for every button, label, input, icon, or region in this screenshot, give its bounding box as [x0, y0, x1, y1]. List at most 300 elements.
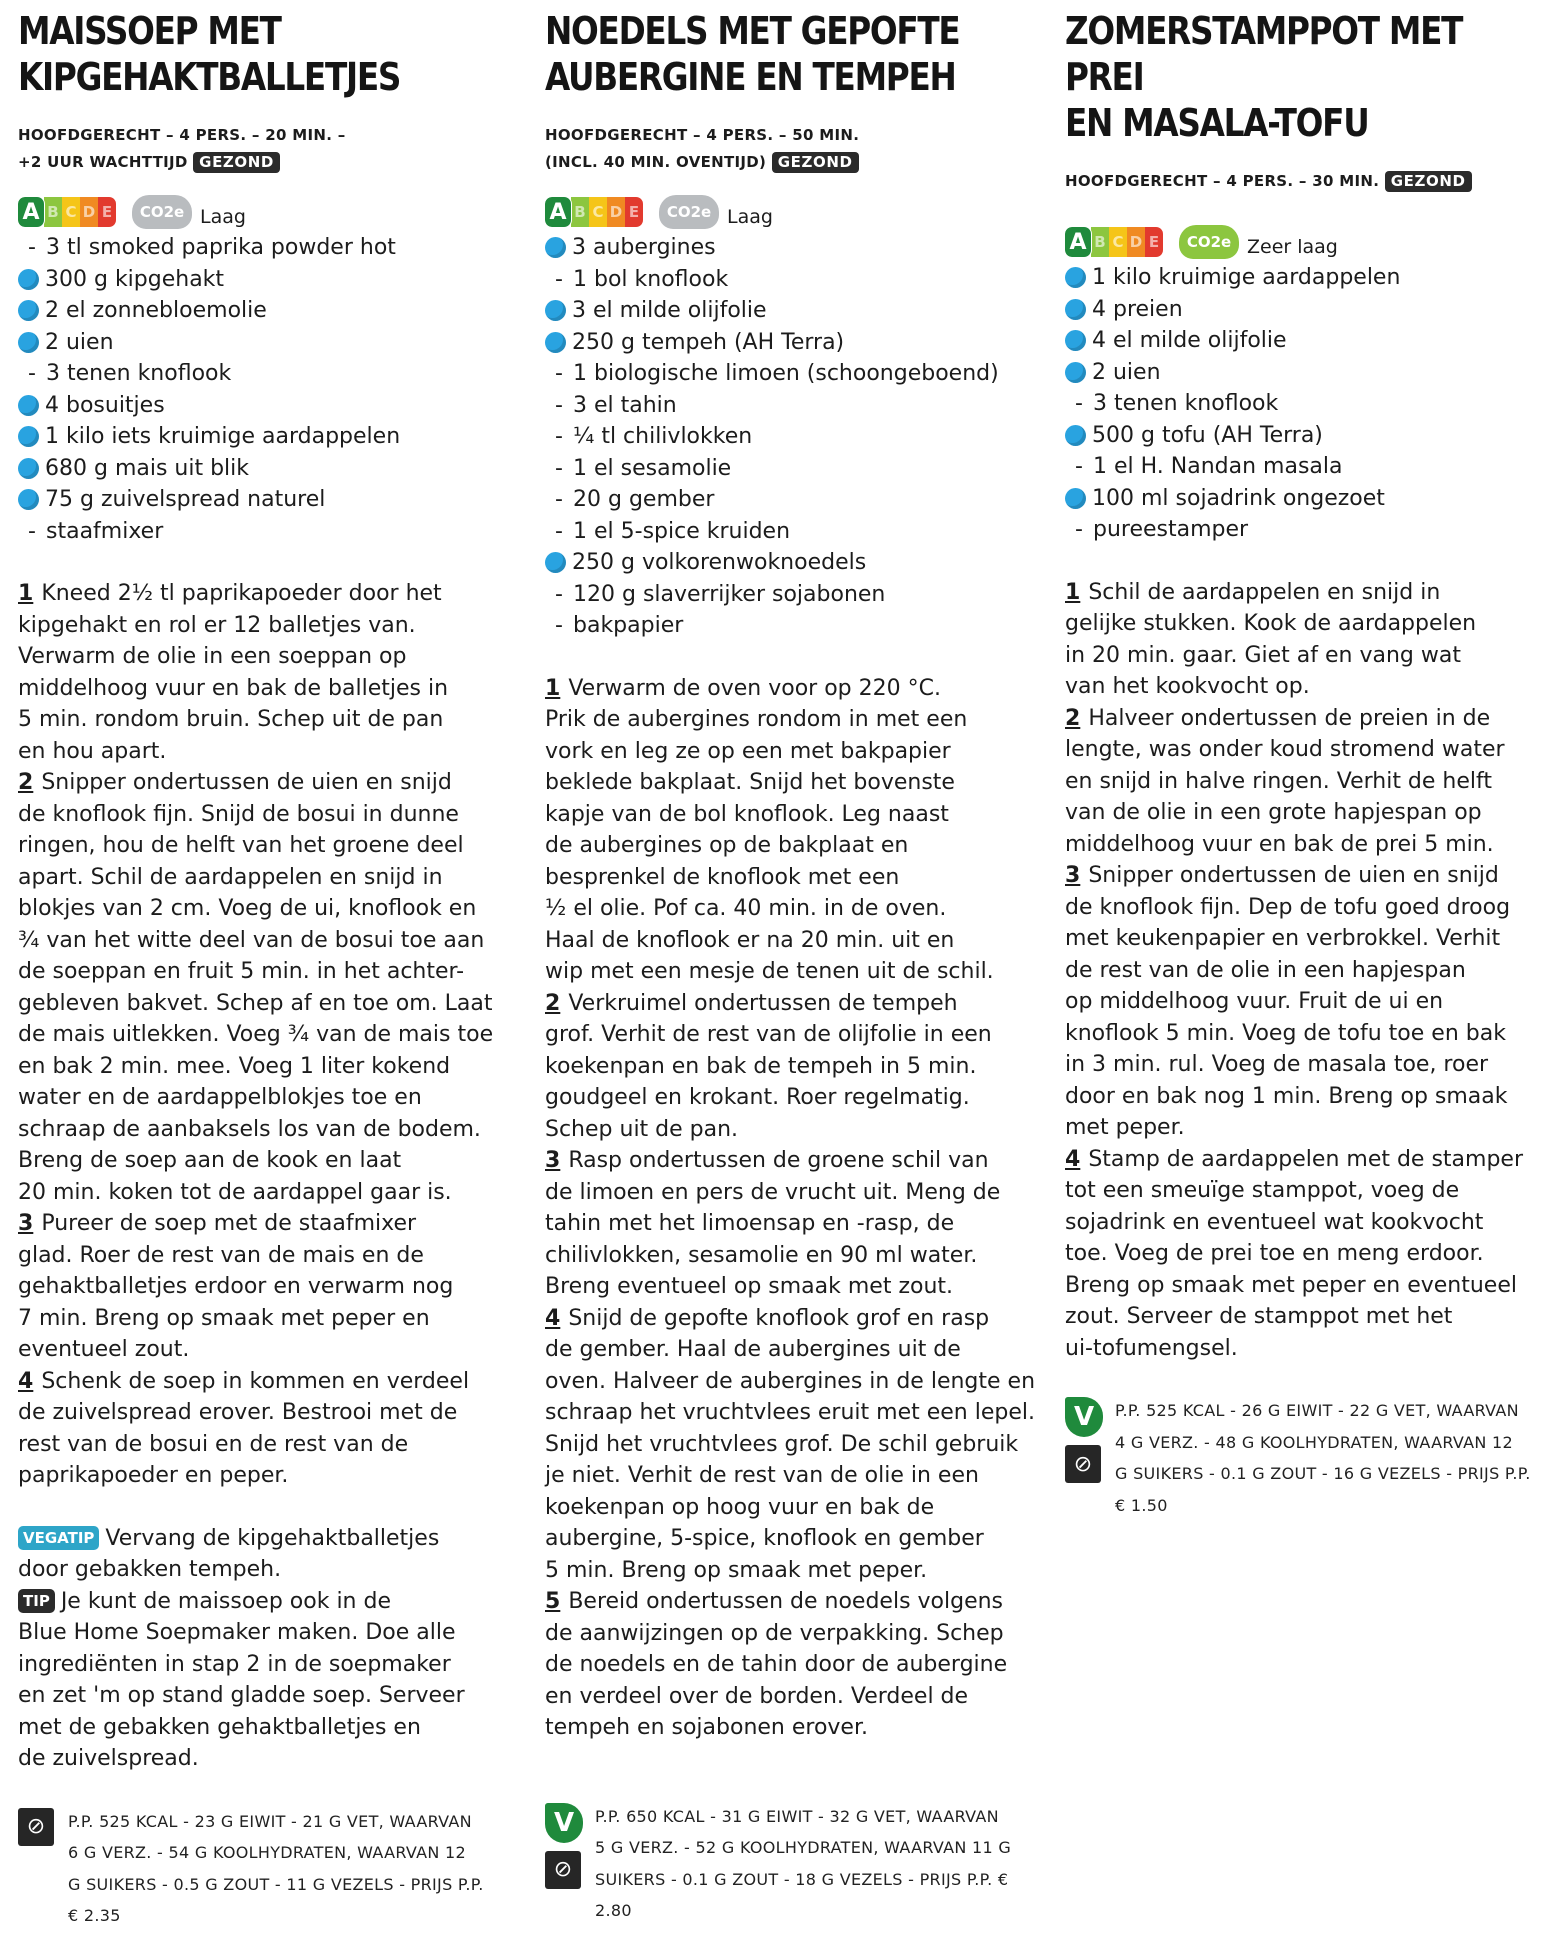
- ingredient-item: [545, 516, 1045, 548]
- step-text: de zuivelspread erover. Bestrooi met de: [18, 1400, 458, 1425]
- step-text: middelhoog vuur en bak de prei 5 min.: [1065, 831, 1494, 857]
- step-line: [18, 1460, 523, 1492]
- tip-text: door gebakken tempeh.: [18, 1557, 282, 1582]
- step-text: Breng eventueel op smaak met zout.: [545, 1274, 954, 1299]
- step-text: 20 min. koken tot de aardappel gaar is.: [18, 1179, 452, 1205]
- step-text: 5 min. Breng op smaak met peper.: [545, 1557, 928, 1583]
- ingredient-text: 1 biologische limoen (schoongeboend): [573, 361, 999, 386]
- ingredient-item: [1065, 451, 1550, 483]
- nutrition-line: € 1.50: [1115, 1495, 1168, 1515]
- step-text: gehaktballetjes erdoor en verwarm nog: [18, 1274, 454, 1299]
- step-line: [545, 1366, 1045, 1398]
- step-line: [18, 610, 523, 642]
- step-line: [545, 1492, 1045, 1524]
- step-number: 1: [1065, 579, 1081, 605]
- step-number: 2: [545, 990, 561, 1016]
- step-number: 3: [18, 1211, 34, 1236]
- step-text: in 20 min. gaar. Giet af en vang wat: [1065, 642, 1461, 668]
- diet-icons: [545, 1801, 595, 1927]
- step-line: [545, 767, 1045, 799]
- co2-rating-label: Laag: [200, 206, 246, 228]
- ingredient-dash: -: [28, 361, 36, 386]
- co2-cloud-icon: CO2e: [132, 195, 192, 229]
- ingredient-item: [545, 484, 1045, 516]
- recipe-column-zomerstamppot: [1065, 8, 1550, 1521]
- ingredient-text: 250 g tempeh (AH Terra): [572, 329, 845, 355]
- ingredient-text: 3 tl smoked paprika powder hot: [46, 235, 396, 260]
- recipe-meta-line: [18, 149, 523, 176]
- ingredient-text: 1 el 5-spice kruiden: [573, 518, 791, 544]
- ah-product-dot-icon: [18, 300, 39, 321]
- step-text: Schep uit de pan.: [545, 1116, 739, 1142]
- nutrition-info: [1115, 1395, 1531, 1521]
- ingredient-text: 4 preien: [1092, 296, 1183, 322]
- step-line: [18, 704, 523, 736]
- ingredient-item: [18, 421, 523, 453]
- nutri-score-letter: B: [571, 197, 589, 227]
- tip-label-badge: TIP: [18, 1589, 55, 1613]
- ingredient-text: bakpapier: [573, 613, 684, 638]
- ah-product-dot-icon: [18, 489, 39, 510]
- step-text: van de olie in een grote hapjespan op: [1065, 800, 1482, 825]
- step-text: Snijd het vruchtvlees grof. De schil gebruik: [545, 1431, 1019, 1457]
- gluten-free-icon: ⊘: [545, 1851, 581, 1889]
- nutrition-block: [18, 1806, 523, 1932]
- ah-product-dot-icon: [18, 332, 39, 353]
- step-line: [1065, 860, 1550, 892]
- step-text: Halveer ondertussen de preien in de: [1088, 705, 1491, 731]
- step-text: toe. Voeg de prei toe en meng erdoor.: [1065, 1241, 1484, 1266]
- tip-line: [18, 1586, 523, 1618]
- step-text: tahin met het limoensap en -rasp, de: [545, 1211, 955, 1236]
- step-line: [545, 1681, 1045, 1713]
- step-line: [18, 862, 523, 894]
- step-line: [18, 1177, 523, 1209]
- step-line: [545, 925, 1045, 957]
- ingredient-text: 250 g volkorenwoknoedels: [572, 550, 867, 575]
- ingredient-item: [545, 421, 1045, 453]
- step-text: lengte, was onder koud stromend water: [1065, 737, 1505, 762]
- recipe-meta-text: (INCL. 40 MIN. OVENTIJD): [545, 153, 767, 171]
- step-line: [545, 1586, 1045, 1618]
- recipe-meta-line: [18, 122, 523, 149]
- ingredient-item: [1065, 483, 1550, 515]
- nutrition-info: [68, 1806, 484, 1932]
- ingredient-item: [1065, 514, 1550, 546]
- ingredient-list: [545, 232, 1045, 642]
- step-line: [18, 1334, 523, 1366]
- step-line: [545, 1649, 1045, 1681]
- step-text: eventueel zout.: [18, 1337, 190, 1362]
- step-text: de aubergines op de bakplaat en: [545, 833, 909, 858]
- ingredient-dash: -: [555, 361, 563, 386]
- step-number: 1: [18, 581, 34, 606]
- recipe-meta-text: HOOFDGERECHT – 4 PERS. – 20 MIN. –: [18, 126, 346, 144]
- step-text: Verwarm de olie in een soeppan op: [18, 644, 407, 669]
- diet-icons: [18, 1806, 68, 1932]
- step-line: [1065, 1238, 1550, 1270]
- tips-block: [18, 1523, 523, 1775]
- step-line: [1065, 766, 1550, 798]
- step-text: kapje van de bol knoflook. Leg naast: [545, 801, 949, 827]
- ingredient-item: [545, 579, 1045, 611]
- ingredient-text: 20 g gember: [573, 487, 715, 512]
- ingredient-text: 3 tenen knoflook: [1093, 391, 1279, 416]
- step-line: [1065, 640, 1550, 672]
- step-line: [18, 673, 523, 705]
- recipe-meta-line: [1065, 168, 1550, 195]
- nutri-score-icon: [1065, 227, 1163, 257]
- nutri-score-icon: [18, 197, 116, 227]
- ingredient-text: staafmixer: [46, 518, 164, 544]
- step-line: [18, 925, 523, 957]
- rating-row: [18, 192, 523, 232]
- ingredient-dash: -: [555, 424, 563, 449]
- step-text: de gember. Haal de aubergines uit de: [545, 1337, 961, 1362]
- health-badge: GEZOND: [772, 152, 859, 173]
- step-text: je niet. Verhit de rest van de olie in een: [545, 1463, 979, 1488]
- step-text: Haal de knoflook er na 20 min. uit en: [545, 927, 955, 953]
- step-line: [1065, 1301, 1550, 1333]
- recipe-title-line: ZOMERSTAMPPOT MET PREI: [1065, 9, 1463, 99]
- step-line: [1065, 797, 1550, 829]
- nutrition-line: 6 G VERZ. - 54 G KOOLHYDRATEN, WAARVAN 12: [68, 1843, 466, 1862]
- ah-product-dot-icon: [545, 237, 566, 258]
- ingredient-dash: -: [555, 581, 563, 607]
- step-line: [1065, 829, 1550, 861]
- step-line: [1065, 923, 1550, 955]
- step-text: koekenpan en bak de tempeh in 5 min.: [545, 1053, 977, 1079]
- co2-cloud-icon: CO2e: [1179, 225, 1239, 259]
- tip-line: [18, 1649, 523, 1681]
- ingredient-item: [18, 390, 523, 422]
- step-text: Kneed 2½ tl paprikapoeder door het: [41, 581, 442, 606]
- step-line: [545, 736, 1045, 768]
- ingredient-dash: -: [555, 613, 563, 638]
- step-line: [545, 1082, 1045, 1114]
- step-line: [545, 1145, 1045, 1177]
- ingredient-text: 680 g mais uit blik: [45, 455, 250, 481]
- ingredient-text: 3 el milde olijfolie: [572, 298, 767, 323]
- step-text: Schil de aardappelen en snijd in: [1088, 579, 1441, 605]
- step-line: [545, 1271, 1045, 1303]
- ingredient-text: 300 g kipgehakt: [45, 266, 225, 292]
- tip-line: [18, 1523, 523, 1555]
- step-line: [18, 1114, 523, 1146]
- ah-product-dot-icon: [545, 552, 566, 573]
- tip-text: Je kunt de maissoep ook in de: [60, 1588, 391, 1614]
- ingredient-item: [18, 232, 523, 264]
- ingredient-item: [1065, 294, 1550, 326]
- step-text: met keukenpapier en verbrokkel. Verhit: [1065, 926, 1501, 951]
- ingredient-item: [18, 516, 523, 548]
- ah-product-dot-icon: [545, 332, 566, 353]
- rating-row: [545, 192, 1045, 232]
- ingredient-text: 2 uien: [1092, 359, 1161, 385]
- nutri-score-letter: C: [1109, 227, 1127, 257]
- nutrition-line: € 2.35: [68, 1906, 121, 1925]
- ingredient-dash: -: [28, 235, 36, 260]
- step-line: [1065, 1018, 1550, 1050]
- step-line: [545, 1303, 1045, 1335]
- step-line: [18, 1366, 523, 1398]
- step-text: ½ el olie. Pof ca. 40 min. in de oven.: [545, 896, 947, 921]
- ah-product-dot-icon: [18, 395, 39, 416]
- ingredient-dash: -: [555, 266, 563, 292]
- nutri-score-letter: C: [589, 197, 607, 227]
- step-line: [18, 1397, 523, 1429]
- step-text: sojadrink en eventueel wat kookvocht: [1065, 1209, 1484, 1235]
- step-line: [18, 767, 523, 799]
- step-line: [18, 1208, 523, 1240]
- step-text: de knoflook fijn. Dep de tofu goed droog: [1065, 894, 1511, 920]
- ingredient-text: pureestamper: [1093, 517, 1249, 542]
- recipe-column-noedels: [545, 8, 1045, 1927]
- step-line: [545, 1429, 1045, 1461]
- nutri-score-icon: [545, 197, 643, 227]
- step-text: schraap de aanbaksels los van de bodem.: [18, 1116, 481, 1142]
- ingredient-text: 1 el H. Nandan masala: [1093, 454, 1343, 479]
- vegan-icon: V: [545, 1803, 583, 1843]
- step-text: paprikapoeder en peper.: [18, 1463, 289, 1488]
- recipe-title-line: EN MASALA-TOFU: [1065, 101, 1369, 145]
- rating-row: [1065, 222, 1550, 262]
- step-line: [18, 1303, 523, 1335]
- step-text: Pureer de soep met de staafmixer: [41, 1211, 417, 1236]
- tip-text: Blue Home Soepmaker maken. Doe alle: [18, 1620, 456, 1645]
- ingredient-item: [18, 264, 523, 296]
- step-text: de noedels en de tahin door de aubergine: [545, 1652, 1008, 1677]
- nutri-score-letter: B: [44, 197, 62, 227]
- step-text: op middelhoog vuur. Fruit de ui en: [1065, 989, 1444, 1014]
- step-text: koekenpan op hoog vuur en bak de: [545, 1494, 935, 1520]
- step-line: [545, 799, 1045, 831]
- step-text: beklede bakplaat. Snijd het bovenste: [545, 770, 955, 795]
- step-line: [545, 1240, 1045, 1272]
- ingredient-item: [545, 390, 1045, 422]
- step-line: [18, 799, 523, 831]
- step-line: [18, 956, 523, 988]
- ingredient-item: [545, 358, 1045, 390]
- step-line: [1065, 1207, 1550, 1239]
- step-text: 7 min. Breng op smaak met peper en: [18, 1305, 430, 1331]
- ah-product-dot-icon: [1065, 330, 1086, 351]
- step-line: [545, 1051, 1045, 1083]
- step-text: ringen, hou de helft van het groene deel: [18, 833, 464, 858]
- health-badge: GEZOND: [1385, 171, 1472, 192]
- step-line: [545, 1114, 1045, 1146]
- ingredient-dash: -: [555, 487, 563, 512]
- step-line: [545, 1177, 1045, 1209]
- step-text: kipgehakt en rol er 12 balletjes van.: [18, 612, 416, 638]
- recipe-meta-text: HOOFDGERECHT – 4 PERS. – 30 MIN.: [1065, 172, 1380, 190]
- ingredient-item: [18, 327, 523, 359]
- ingredient-item: [1065, 262, 1550, 294]
- recipe-meta: [18, 122, 523, 176]
- method-steps: [1065, 577, 1550, 1365]
- ingredient-text: 75 g zuivelspread naturel: [45, 487, 326, 512]
- co2-cloud-icon: CO2e: [659, 195, 719, 229]
- ingredient-item: [545, 232, 1045, 264]
- ingredient-item: [1065, 357, 1550, 389]
- ingredient-dash: -: [1075, 517, 1083, 542]
- nutrition-block: [1065, 1395, 1550, 1521]
- ingredient-text: 1 kilo kruimige aardappelen: [1092, 265, 1401, 290]
- recipe-column-maissoep: [18, 8, 523, 1932]
- step-line: [1065, 892, 1550, 924]
- step-line: [1065, 703, 1550, 735]
- nutrition-line: SUIKERS - 0.1 G ZOUT - 18 G VEZELS - PRIJS P.P. €: [595, 1869, 1009, 1889]
- step-line: [545, 956, 1045, 988]
- nutrition-line: P.P. 650 KCAL - 31 G EIWIT - 32 G VET, WAARVAN: [595, 1806, 999, 1826]
- step-text: Breng op smaak met peper en eventueel: [1065, 1272, 1517, 1298]
- step-text: Snijd de gepofte knoflook grof en rasp: [568, 1305, 990, 1331]
- step-text: ¾ van het witte deel van de bosui toe aan: [18, 927, 485, 953]
- step-line: [1065, 955, 1550, 987]
- step-text: de mais uitlekken. Voeg ¾ van de mais toe: [18, 1022, 494, 1047]
- method-steps: [545, 673, 1045, 1744]
- ingredient-list: [18, 232, 523, 547]
- ingredient-item: [545, 295, 1045, 327]
- step-line: [18, 1145, 523, 1177]
- recipe-title: [545, 8, 1044, 100]
- health-badge: GEZOND: [193, 152, 280, 173]
- step-text: 5 min. rondom bruin. Schep uit de pan: [18, 707, 444, 732]
- step-line: [1065, 1144, 1550, 1176]
- step-text: de knoflook fijn. Snijd de bosui in dunne: [18, 801, 459, 827]
- step-text: Snipper ondertussen de uien en snijd: [41, 770, 452, 795]
- step-text: vork en leg ze op een met bakpapier: [545, 738, 951, 764]
- ah-product-dot-icon: [1065, 425, 1086, 446]
- step-line: [1065, 734, 1550, 766]
- ingredient-item: [1065, 420, 1550, 452]
- ah-product-dot-icon: [1065, 488, 1086, 509]
- step-line: [545, 1460, 1045, 1492]
- step-text: zout. Serveer de stamppot met het: [1065, 1304, 1453, 1329]
- step-line: [545, 1397, 1045, 1429]
- step-text: apart. Schil de aardappelen en snijd in: [18, 864, 443, 890]
- step-line: [545, 1019, 1045, 1051]
- step-line: [545, 1712, 1045, 1744]
- nutrition-line: 2.80: [595, 1901, 632, 1920]
- step-number: 4: [545, 1305, 561, 1331]
- nutri-score-letter: A: [545, 197, 571, 227]
- step-line: [18, 1271, 523, 1303]
- step-line: [18, 1240, 523, 1272]
- tip-text: ingrediënten in stap 2 in de soepmaker: [18, 1651, 451, 1677]
- recipe-meta: [1065, 168, 1550, 195]
- nutrition-block: [545, 1801, 1045, 1927]
- recipe-title: [18, 8, 522, 100]
- ingredient-text: 120 g slaverrijker sojabonen: [573, 581, 886, 607]
- ingredient-dash: -: [555, 518, 563, 544]
- recipe-meta-text: +2 UUR WACHTTIJD: [18, 153, 188, 171]
- tip-text: met de gebakken gehaktballetjes en: [18, 1714, 421, 1740]
- nutrition-line: P.P. 525 KCAL - 23 G EIWIT - 21 G VET, WAARVAN: [68, 1811, 472, 1831]
- ingredient-text: 3 tenen knoflook: [46, 361, 232, 386]
- step-text: en hou apart.: [18, 738, 167, 764]
- step-line: [1065, 1333, 1550, 1365]
- ah-product-dot-icon: [1065, 362, 1086, 383]
- step-line: [545, 988, 1045, 1020]
- ingredient-dash: -: [555, 455, 563, 481]
- step-text: Snipper ondertussen de uien en snijd: [1088, 863, 1499, 888]
- ingredient-text: 4 el milde olijfolie: [1092, 328, 1287, 353]
- tip-line: [18, 1554, 523, 1586]
- ingredient-text: 1 kilo iets kruimige aardappelen: [45, 424, 401, 449]
- step-text: rest van de bosui en de rest van de: [18, 1431, 409, 1457]
- step-text: oven. Halveer de aubergines in de lengte en: [545, 1368, 1036, 1394]
- step-text: grof. Verhit de rest van de olijfolie in een: [545, 1022, 992, 1047]
- nutrition-line: 4 G VERZ. - 48 G KOOLHYDRATEN, WAARVAN 12: [1115, 1432, 1513, 1452]
- tip-line: [18, 1680, 523, 1712]
- ingredient-text: 100 ml sojadrink ongezoet: [1092, 485, 1385, 511]
- tip-line: [18, 1617, 523, 1649]
- step-line: [18, 1019, 523, 1051]
- step-text: de soeppan en fruit 5 min. in het achter-: [18, 959, 465, 984]
- step-text: Verkruimel ondertussen de tempeh: [568, 990, 958, 1016]
- nutri-score-letter: A: [18, 197, 44, 227]
- nutri-score-letter: C: [62, 197, 80, 227]
- step-text: de limoen en pers de vrucht uit. Meng de: [545, 1179, 1001, 1205]
- step-line: [1065, 1081, 1550, 1113]
- step-text: tot een smeuïge stamppot, voeg de: [1065, 1178, 1460, 1203]
- step-line: [545, 1208, 1045, 1240]
- step-number: 2: [1065, 705, 1081, 731]
- step-text: gebleven bakvet. Schep af en toe om. Laat: [18, 990, 493, 1016]
- gluten-free-icon: ⊘: [1065, 1445, 1101, 1483]
- step-text: door en bak nog 1 min. Breng op smaak: [1065, 1083, 1508, 1109]
- ingredient-dash: -: [28, 518, 36, 544]
- recipe-meta-text: HOOFDGERECHT – 4 PERS. – 50 MIN.: [545, 126, 860, 144]
- tip-line: [18, 1743, 523, 1775]
- step-line: [545, 1618, 1045, 1650]
- recipe-title-line: NOEDELS MET GEPOFTE: [545, 9, 960, 53]
- step-text: ui-tofumengsel.: [1065, 1335, 1238, 1361]
- vegan-icon: V: [1065, 1397, 1103, 1437]
- step-line: [545, 893, 1045, 925]
- step-text: schraap het vruchtvlees eruit met een lepel.: [545, 1400, 1035, 1425]
- step-line: [18, 988, 523, 1020]
- step-line: [1065, 1049, 1550, 1081]
- diet-icons: [1065, 1395, 1115, 1521]
- nutrition-line: G SUIKERS - 0.1 G ZOUT - 16 G VEZELS - PRIJS P.P.: [1115, 1464, 1531, 1483]
- nutri-score-letter: E: [1145, 227, 1163, 257]
- step-line: [18, 830, 523, 862]
- ingredient-item: [1065, 325, 1550, 357]
- ah-product-dot-icon: [1065, 299, 1086, 320]
- step-text: Stamp de aardappelen met de stamper: [1088, 1146, 1524, 1172]
- step-line: [1065, 1112, 1550, 1144]
- step-text: glad. Roer de rest van de mais en de: [18, 1242, 424, 1268]
- step-text: van het kookvocht op.: [1065, 674, 1310, 699]
- ingredient-item: [545, 547, 1045, 579]
- step-text: aubergine, 5-spice, knoflook en gember: [545, 1526, 984, 1551]
- recipe-title-line: AUBERGINE EN TEMPEH: [545, 55, 956, 99]
- ah-product-dot-icon: [18, 269, 39, 290]
- step-number: 3: [1065, 863, 1081, 888]
- ingredient-dash: -: [1075, 391, 1083, 416]
- ingredient-dash: -: [1075, 454, 1083, 479]
- step-line: [18, 736, 523, 768]
- ingredient-item: [545, 453, 1045, 485]
- ingredient-dash: -: [555, 392, 563, 418]
- step-text: en bak 2 min. mee. Voeg 1 liter kokend: [18, 1053, 451, 1079]
- step-line: [545, 830, 1045, 862]
- nutri-score-letter: D: [1127, 227, 1145, 257]
- step-line: [1065, 986, 1550, 1018]
- tip-text: de zuivelspread.: [18, 1746, 199, 1771]
